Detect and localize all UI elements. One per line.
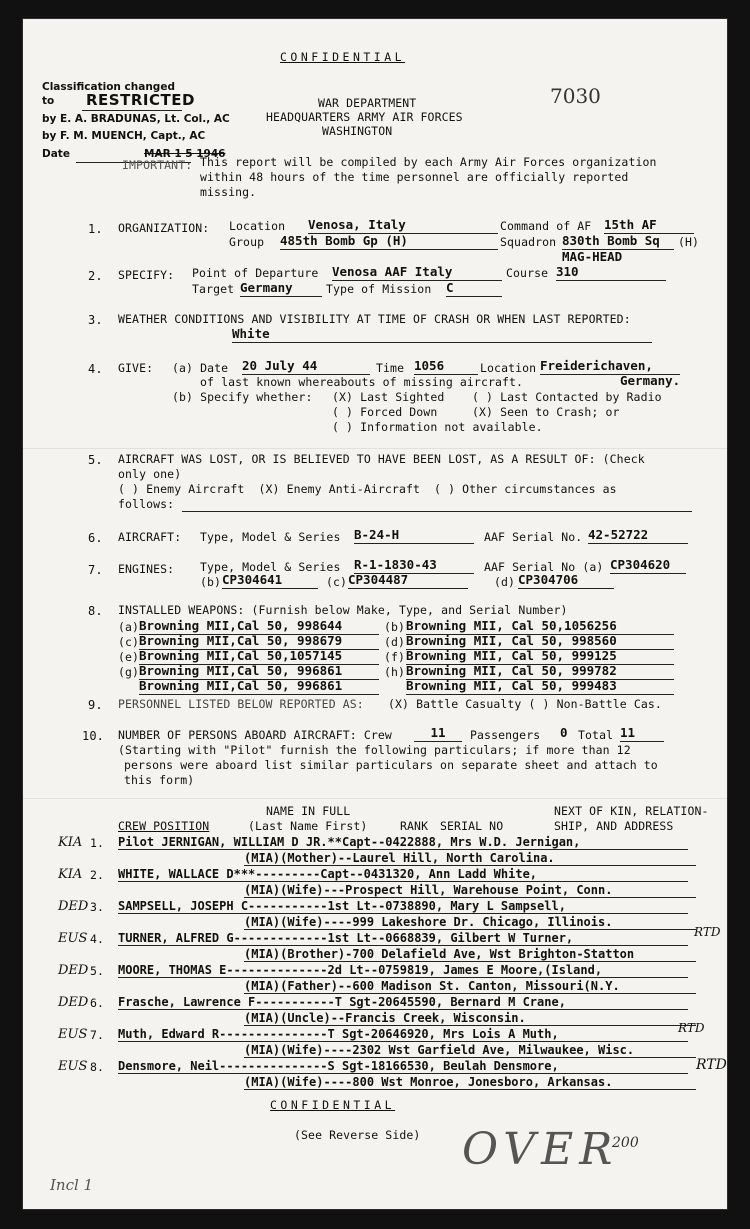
confidential-top: CONFIDENTIAL [280, 50, 406, 64]
crew-row-number: 3. [90, 900, 105, 914]
group-label: Group [229, 235, 265, 249]
crew-entry-line1: Densmore, Neil---------------S Sgt-18166530, Beulah Densmore, [118, 1060, 688, 1074]
crew-entry-line1: Pilot JERNIGAN, WILLIAM D JR.**Capt--0422888, Mrs W.D. Jernigan, [118, 836, 688, 850]
item10-label: NUMBER OF PERSONS ABOARD AIRCRAFT: Crew [118, 728, 392, 742]
location-value: Venosa, Italy [308, 219, 498, 234]
crew-entry-line1: WHITE, WALLACE D***---------Capt--0431320, Ann Ladd White, [118, 868, 688, 882]
crew-entry-line1: Frasche, Lawrence F-----------T Sgt-20645590, Bernard M Crane, [118, 996, 688, 1010]
crew-row-number: 2. [90, 868, 105, 882]
stamp-to-label: to [42, 95, 55, 107]
engine-b-value: CP304641 [222, 574, 318, 589]
crew-status-mark: DED [58, 899, 89, 914]
engine-serial-label: AAF Serial No (a) [484, 560, 604, 574]
item8-number: 8. [88, 604, 103, 618]
whereabouts-text: of last known whereabouts of missing aircraft. [200, 375, 524, 389]
confidential-bottom: CONFIDENTIAL [270, 1098, 396, 1112]
rtd-mark-3: RTD [696, 1057, 727, 1073]
crew-row-number: 5. [90, 964, 105, 978]
opt-last-sighted: (X) Last Sighted [332, 390, 445, 404]
weapon-c: Browning MII,Cal 50, 998679 [139, 635, 379, 650]
item9-text: PERSONNEL LISTED BELOW REPORTED AS: [118, 697, 364, 711]
passengers-label: Passengers [470, 728, 541, 742]
command-label: Command of AF [500, 219, 592, 233]
crew-entry-line1: TURNER, ALFRED G-------------1st Lt--0668839, Gilbert W Turner, [118, 932, 688, 946]
weather-value: White [232, 328, 652, 343]
date-value: 20 July 44 [242, 360, 370, 375]
item5-line3: ( ) Enemy Aircraft (X) Enemy Anti-Aircraft ( ) Other circumstances as [118, 482, 617, 496]
engine-d-value: CP304706 [518, 574, 614, 589]
item7-number: 7. [88, 563, 103, 577]
weapon-e-label: (e) [118, 650, 140, 664]
engine-c-value: CP304487 [348, 574, 468, 589]
target-label: Target [192, 282, 235, 296]
engine-d-label: (d) [494, 575, 516, 589]
squadron-suffix: (H) [678, 235, 700, 249]
crew-entry-line2: (MIA)(Wife)----2302 Wst Garfield Ave, Milwaukee, Wisc. [244, 1044, 696, 1058]
course-label: Course [506, 266, 549, 280]
command-value: 15th AF [604, 219, 694, 234]
crew-status-mark: EUS [58, 931, 88, 946]
important-line3: missing. [200, 185, 257, 199]
important-line2: within 48 hours of the time personnel are officially reported [200, 170, 629, 184]
crew-entry-line2: (MIA)(Mother)--Laurel Hill, North Carolina. [244, 852, 696, 866]
weapon-f: Browning MII, Cal 50, 999125 [406, 650, 674, 665]
item5-line4: follows: [118, 497, 175, 511]
crew-entry-line2: (MIA)(Brother)-700 Delafield Ave, Wst Brighton-Statton [244, 948, 696, 962]
item4-label: GIVE: [118, 361, 154, 375]
mission-value: C [446, 282, 502, 297]
stamp-by-muench: by F. M. MUENCH, Capt., AC [42, 130, 206, 142]
item1-label: ORGANIZATION: [118, 221, 210, 235]
total-count: 11 [620, 727, 664, 742]
hq-army-air-forces: HEADQUARTERS ARMY AIR FORCES [266, 110, 463, 124]
crew-entry-line2: (MIA)(Wife)----999 Lakeshore Dr. Chicago, Illinois. [244, 916, 696, 930]
crew-entry-line1: SAMPSELL, JOSEPH C-----------1st Lt--0738890, Mary L Sampsell, [118, 900, 688, 914]
crew-entry-line2: (MIA)(Uncle)--Francis Creek, Wisconsin. [244, 1012, 696, 1026]
weapon-f-label: (f) [384, 650, 406, 664]
opt-info-not-available: ( ) Information not available. [332, 420, 543, 434]
weapon-b: Browning MII, Cal 50,1056256 [406, 620, 674, 635]
item4-number: 4. [88, 362, 103, 376]
weapon-d-label: (d) [384, 635, 406, 649]
header-relationship-address: SHIP, AND ADDRESS [554, 819, 674, 833]
item6-number: 6. [88, 531, 103, 545]
weapon-g-label: (g) [118, 665, 140, 679]
stamp-date-label: Date [42, 148, 70, 160]
total-label: Total [578, 728, 614, 742]
item9-number: 9. [88, 698, 103, 712]
crew-status-mark: EUS [58, 1059, 88, 1074]
squadron-label: Squadron [500, 235, 557, 249]
engine-b-label: (b) [200, 575, 222, 589]
important-label: IMPORTANT: [122, 158, 193, 172]
target-value: Germany [240, 282, 322, 297]
item10-line2: (Starting with "Pilot" furnish the following particulars; if more than 12 [118, 743, 631, 757]
specify-whether-label: (b) Specify whether: [172, 390, 313, 404]
item2-number: 2. [88, 269, 103, 283]
location-label-4: Location [480, 361, 537, 375]
handwritten-200: 200 [612, 1135, 639, 1151]
crew-row-number: 1. [90, 836, 105, 850]
document-number: 7030 [550, 84, 601, 108]
item5-line2: only one) [118, 467, 182, 481]
item8-label: INSTALLED WEAPONS: (Furnish below Make, Type, and Serial Number) [118, 603, 568, 617]
departure-label: Point of Departure [192, 266, 319, 280]
item10-line3: persons were aboard list similar particulars on separate sheet and attach to [124, 758, 658, 772]
weapon-j: Browning MII, Cal 50, 999483 [406, 680, 674, 695]
aircraft-serial-label: AAF Serial No. [484, 530, 583, 544]
aircraft-type-value: B-24-H [354, 529, 474, 544]
time-label: Time [376, 361, 405, 375]
rtd-mark-1: RTD [694, 925, 721, 939]
header-last-name-first: (Last Name First) [248, 819, 368, 833]
opt-seen-to-crash: (X) Seen to Crash; or [472, 405, 620, 419]
item6-label: AIRCRAFT: [118, 530, 182, 544]
opt-forced-down: ( ) Forced Down [332, 405, 438, 419]
weapon-c-label: (c) [118, 635, 140, 649]
weapon-b-label: (b) [384, 620, 406, 634]
document-page [22, 18, 728, 1210]
course-value: 310 [556, 266, 666, 281]
crew-row-number: 8. [90, 1060, 105, 1074]
time-value: 1056 [414, 360, 478, 375]
header-next-of-kin: NEXT OF KIN, RELATION- [554, 804, 709, 818]
washington: WASHINGTON [322, 124, 393, 138]
handwritten-over: OVER [462, 1124, 619, 1175]
see-reverse-side: (See Reverse Side) [294, 1128, 421, 1142]
stamp-date-value: MAR 1 5 1946 [144, 148, 226, 160]
crew-row-number: 4. [90, 932, 105, 946]
location-label: Location [229, 219, 286, 233]
crew-status-mark: DED [58, 963, 89, 978]
crew-row-number: 7. [90, 1028, 105, 1042]
crew-status-mark: DED [58, 995, 89, 1010]
crew-status-mark: EUS [58, 1027, 88, 1042]
item3-text: WEATHER CONDITIONS AND VISIBILITY AT TIME OF CRASH OR WHEN LAST REPORTED: [118, 312, 631, 326]
date-a-label: (a) Date [172, 361, 229, 375]
crew-count: 11 [414, 727, 462, 742]
handwritten-incl: Incl 1 [50, 1176, 94, 1194]
rtd-mark-2: RTD [678, 1021, 705, 1035]
engine-type-label: Type, Model & Series [200, 560, 341, 574]
header-serial-no: SERIAL NO [440, 819, 504, 833]
item1-number: 1. [88, 222, 103, 236]
item3-number: 3. [88, 313, 103, 327]
weapon-g: Browning MII,Cal 50, 996861 [139, 665, 379, 680]
crew-entry-line1: Muth, Edward R---------------T Sgt-20646920, Mrs Lois A Muth, [118, 1028, 688, 1042]
item9-options: (X) Battle Casualty ( ) Non-Battle Cas. [388, 697, 662, 711]
mission-label: Type of Mission [326, 282, 432, 296]
crash-location-value: Freiderichaven, [540, 360, 680, 375]
opt-last-contacted: ( ) Last Contacted by Radio [472, 390, 662, 404]
item5-line1: AIRCRAFT WAS LOST, OR IS BELIEVED TO HAVE BEEN LOST, AS A RESULT OF: (Check [118, 452, 645, 466]
group-value: 485th Bomb Gp (H) [280, 235, 498, 250]
header-name-in-full: NAME IN FULL [266, 804, 351, 818]
crew-entry-line2: (MIA)(Wife)----800 Wst Monroe, Jonesboro, Arkansas. [244, 1076, 696, 1090]
weapon-a-label: (a) [118, 620, 140, 634]
crew-status-mark: KIA [58, 867, 83, 882]
crew-row-number: 6. [90, 996, 105, 1010]
aircraft-type-label: Type, Model & Series [200, 530, 341, 544]
crash-location-value2: Germany. [620, 373, 681, 388]
engine-a-value: CP304620 [610, 559, 686, 574]
crew-entry-line2: (MIA)(Wife)---Prospect Hill, Warehouse Point, Conn. [244, 884, 696, 898]
engine-c-label: (c) [326, 575, 348, 589]
item10-line4: this form) [124, 773, 195, 787]
item7-label: ENGINES: [118, 562, 175, 576]
crew-entry-line1: MOORE, THOMAS E--------------2d Lt--0759819, James E Moore,(Island, [118, 964, 688, 978]
important-line1: This report will be compiled by each Army Air Forces organization [200, 155, 657, 169]
departure-value: Venosa AAF Italy [332, 266, 502, 281]
squadron-value: 830th Bomb Sq [562, 235, 674, 250]
mag-head: MAG-HEAD [562, 249, 623, 264]
weapon-h: Browning MII, Cal 50, 999782 [406, 665, 674, 680]
crew-entry-line2: (MIA)(Father)--600 Madison St. Canton, Missouri(N.Y. [244, 980, 696, 994]
header-rank: RANK [400, 819, 429, 833]
item10-number: 10. [82, 729, 104, 743]
passengers-count: 0 [560, 725, 568, 740]
weapon-h-label: (h) [384, 665, 406, 679]
weapon-a: Browning MII,Cal 50, 998644 [139, 620, 379, 635]
aircraft-serial-value: 42-52722 [588, 529, 688, 544]
header-crew-position: CREW POSITION [118, 819, 210, 833]
stamp-restricted: RESTRICTED [86, 91, 195, 109]
item5-number: 5. [88, 453, 103, 467]
stamp-by-bradunas: by E. A. BRADUNAS, Lt. Col., AC [42, 113, 230, 125]
war-department: WAR DEPARTMENT [318, 96, 417, 110]
weapon-d: Browning MII, Cal 50, 998560 [406, 635, 674, 650]
stamp-classification-changed: Classification changed [42, 81, 175, 93]
crew-status-mark: KIA [58, 835, 83, 850]
engine-type-value: R-1-1830-43 [354, 559, 474, 574]
item2-label: SPECIFY: [118, 268, 175, 282]
weapon-i: Browning MII,Cal 50, 996861 [139, 680, 379, 695]
weapon-e: Browning MII,Cal 50,1057145 [139, 650, 379, 665]
